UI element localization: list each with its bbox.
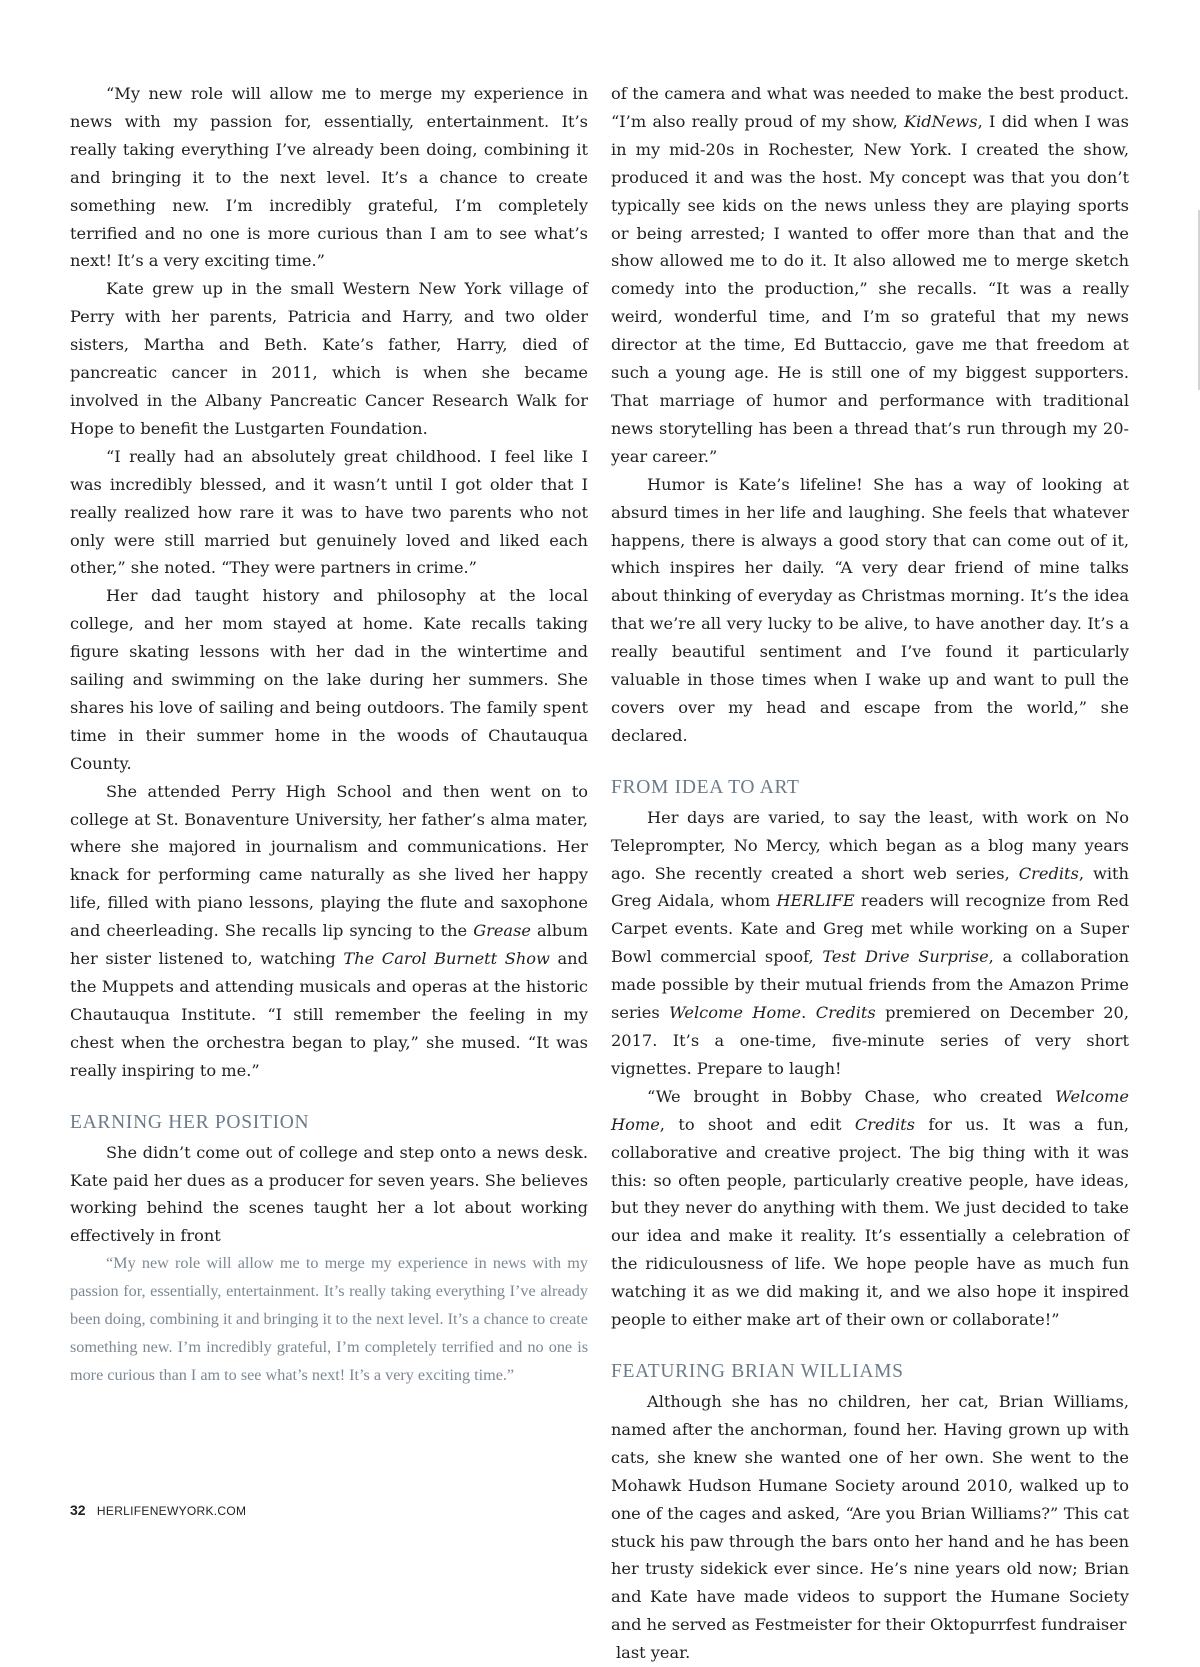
body-paragraph: She didn’t come out of college and step onto a news desk. Kate paid her dues as a producer for seven years. She believes working behind the scenes taught her a lot about working effectively in front bbox=[70, 1142, 588, 1246]
body-paragraph-end: last year. bbox=[616, 1643, 691, 1663]
body-paragraph: Her dad taught history and philosophy at the local college, and her mom stayed at home. Kate recalls taking figure skating lessons with her dad in the wintertime and sailing and swimming on the lake during her summers. She shares his love of sailing and being outdoors. The family spent time in their summer home in the woods of Chautauqua County. bbox=[70, 586, 588, 773]
section-heading: EARNING HER POSITION bbox=[70, 1111, 310, 1133]
body-paragraph: Kate grew up in the small Western New York village of Perry with her parents, Patricia and Harry, and two older sisters, Martha and Beth. Kate’s father, Harry, died of pancreatic cancer in 2011, which is when she became involved in the Albany Pancreatic Cancer Research Walk for Hope to benefit the Lustgarten Foundation. bbox=[70, 279, 588, 438]
page-footer bbox=[70, 1502, 246, 1518]
body-paragraph: Although she has no children, her cat, Brian Williams, named after the anchorman, found her. Having grown up with cats, she knew she wanted one of her own. She went to the Mohawk Hudson Humane Society around 2010, walked up to one of the cages and asked, “Are you Brian Williams?” This cat stuck his paw through the bars onto her hand and he has been her trusty sidekick ever since. He’s nine years old now; Brian and Kate have made videos to support the Humane Society and he served as Festmeister for their Oktopurrfest fundraiser bbox=[611, 1391, 1129, 1635]
page-number: 32 bbox=[70, 1502, 86, 1518]
section-heading: FEATURING BRIAN WILLIAMS bbox=[611, 1360, 904, 1382]
body-paragraph: “My new role will allow me to merge my experience in news with my passion for, essentially, entertainment. It’s really taking everything I’ve already been doing, combining it and bringing it to the next level. It’s a chance to create something new. I’m incredibly grateful, I’m completely terrified and no one is more curious than I am to see what’s next! It’s a very exciting time.” bbox=[70, 84, 588, 271]
section-heading: FROM IDEA TO ART bbox=[611, 776, 800, 798]
body-paragraph: She attended Perry High School and then went on to college at St. Bonaventure University, her father’s alma mater, where she majored in journalism and communications. Her knack for performing came naturally as she lived her happy life, filled with piano lessons, playing the flute and saxophone and cheerleading. She recalls lip syncing to the Grease album her sister listened to, watching The Carol Burnett Show and the Muppets and attending musicals and operas at the historic Chautauqua Institute. “I still remember the feeling in my chest when the orchestra began to play,” she mused. “It was really inspiring to me.” bbox=[70, 781, 588, 1080]
pull-quote: “My new role will allow me to merge my experience in news with my passion for, essentially, entertainment. It’s really taking everything I’ve already been doing, combining it and bringing it to the next level. It’s a chance to create something new. I’m incredibly grateful, I’m completely terrified and no one is more curious than I am to see what’s next! It’s a very exciting time.” bbox=[70, 1254, 588, 1384]
body-paragraph: Her days are varied, to say the least, with work on No Teleprompter, No Mercy, which began as a blog many years ago. She recently created a short web series, Credits, with Greg Aidala, whom HERLIFE readers will recognize from Red Carpet events. Kate and Greg met while working on a Super Bowl commercial spoof, Test Drive Surprise, a collaboration made possible by their mutual friends from the Amazon Prime series Welcome Home. Credits premiered on December 20, 2017. It’s a one-time, five-minute series of very short vignettes. Prepare to laugh! bbox=[611, 807, 1129, 1078]
body-paragraph: “We brought in Bobby Chase, who created Welcome Home, to shoot and edit Credits for us. It was a fun, collaborative and creative project. The big thing with it was this: so often people, particularly creative people, have ideas, but they never do anything with them. We just decided to take our idea and make it reality. It’s essentially a celebration of the ridiculousness of life. We hope people have as much fun watching it as we did making it, and we also hope it inspired people to either make art of their own or collaborate!” bbox=[611, 1086, 1129, 1330]
body-paragraph: Humor is Kate’s lifeline! She has a way of looking at absurd times in her life and laughing. She feels that whatever happens, there is always a good story that can come out of it, which inspires her daily. “A very dear friend of mine talks about thinking of everyday as Christmas morning. It’s the idea that we’re all very lucky to be alive, to have another day. It’s a really beautiful sentiment and I’ve found it particularly valuable in those times when I wake up and want to pull the covers over my head and escape from the world,” she declared. bbox=[611, 474, 1129, 745]
body-paragraph: of the camera and what was needed to make the best product. “I’m also really proud of my show, KidNews, I did when I was in my mid-20s in Rochester, New York. I created the show, produced it and was the host. My concept was that you don’t typically see kids on the news unless they are playing sports or being arrested; I wanted to offer more than that and the show allowed me to do it. It also allowed me to merge sketch comedy into the production,” she recalls. “It was a really weird, wonderful time, and I’m so grateful that my news director at the time, Ed Buttaccio, gave me that freedom at such a young age. He is still one of my biggest supporters. That marriage of humor and performance with traditional news storytelling has been a thread that’s run through my 20-year career.” bbox=[611, 84, 1129, 466]
left-column bbox=[70, 80, 588, 1390]
body-paragraph: “I really had an absolutely great childhood. I feel like I was incredibly blessed, and it wasn’t until I got older that I really realized how rare it was to have two parents who not only were still married but genuinely loved and liked each other,” she noted. “They were partners in crime.” bbox=[70, 446, 588, 578]
right-column bbox=[611, 80, 1129, 1667]
site-url: HERLIFENEWYORK.COM bbox=[96, 1504, 247, 1518]
